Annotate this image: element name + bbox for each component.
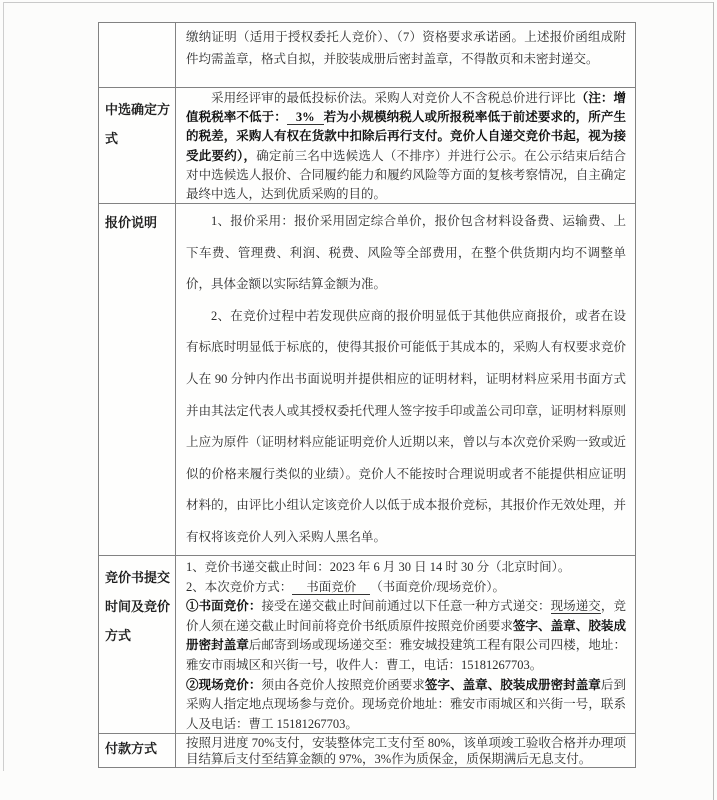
outer-frame-right-line [713, 2, 714, 800]
onsite-bidding-bold-seal: 签字、盖章、胶装成册密封盖章 [424, 677, 601, 692]
selection-method-text [186, 89, 626, 204]
quotation-notes-paragraph-2: 2、在竞价过程中若发现供应商的报价明显低于其他供应商报价，或者在设有标底时明显低于标底的，使得其报价可能低于其成本的，采购人有权要求竞价人在 90 分钟内作出书面说明并提供相应的证明材料，证明材料应采用书面方式并由其法定代表人或其授权委托代理人签字按手印或盖公司印章，证明材料原则上应为原件（证明材料应能证明竞价人近期以来，曾以与本次竞价采购一致或近似的价格来履行类似的业绩）。竞价人不能按时合理说明或者不能提供相应证明材料的，由评比小组认定该竞价人以低于成本报价竞标，其报价作无效处理，并有权将该竞价人列入采购人黑名单。 [186, 308, 626, 544]
table-row-selection-method [99, 88, 635, 204]
bidding-method-suffix: （书面竞价/现场竞价）。 [370, 579, 506, 594]
table-row-attachments-continuation [99, 23, 635, 88]
table-row-payment-method [99, 734, 635, 767]
onsite-bidding-text-1: 须由各竞价人按照竞价函要求 [261, 677, 425, 692]
row-label-empty [99, 23, 176, 87]
attachments-requirement-cell [176, 23, 635, 87]
written-bidding-bold-seal: 签字、盖章、胶装成册密封盖章 [186, 618, 626, 653]
onsite-delivery-underlined: 现场递交 [550, 599, 601, 614]
bidding-method-line [186, 578, 626, 598]
submission-deadline-line: 1、竞价书递交截止时间：2023 年 6 月 30 日 14 时 30 分（北京时间）。 [186, 560, 571, 574]
attachments-requirement-text: 缴纳证明（适用于授权委托人竞价）、（7）资格要求承诺函。上述报价函组成附件均需盖章，格式自拟，并胶装成册后密封盖章，不得散页和未密封递交。 [186, 30, 626, 66]
outer-frame-top-line [3, 2, 714, 3]
table-row-quotation-notes [99, 204, 635, 556]
written-bidding-text-3: 后邮寄到场或现场递交至：雅安城投建筑工程有限公司四楼，地址：雅安市雨城区和兴街一号，收件人：曹工，电话：15181267703。 [186, 638, 626, 672]
quotation-notes-cell [176, 204, 635, 555]
onsite-bidding-text-2: 后到采购人指定地点现场参与竞价。现场竞价地址：雅安市雨城区和兴街一号，联系人及电话：曹工 15181267703。 [186, 677, 626, 731]
selection-method-cell [176, 88, 635, 203]
written-bidding-text-2: ，竞价人须在递交截止时间前将竞价书纸质原件按照竞价函要求 [186, 599, 626, 633]
written-bidding-heading: ①书面竞价： [186, 599, 262, 614]
selection-method-run-bold-tail: 若为小规模纳税人或所报税率低于前述要求的，所产生的税差，采购人有权在货款中扣除后再行支付。竞价人自递交竞价书起，视为接受此要约）， [186, 110, 626, 163]
tax-rate-underlined-value: 3% [287, 110, 324, 125]
onsite-bidding-heading: ②现场竞价： [186, 677, 262, 692]
table-row-submission-time-method [99, 556, 635, 734]
payment-method-text: 按照月进度 70%支付，安装整体完工支付至 80%，该单项竣工验收合格并办理项目结算后支付至结算金额的 97%，3%作为质保金，质保期满后无息支付。 [186, 736, 626, 766]
written-bidding-text-1: 接受在递交截止时间前通过以下任意一种方式递交： [261, 599, 551, 614]
outer-frame-left-line [3, 2, 4, 771]
bidding-method-prefix: 2、本次竞价方式： [186, 579, 293, 594]
submission-cell [176, 556, 635, 733]
quotation-notes-paragraph-1: 1、报价采用：报价采用固定综合单价，报价包含材料设备费、运输费、上下车费、管理费、利润、税费、风险等全部费用，在整个供货期内均不调整单价，具体金额以实际结算金额为准。 [186, 214, 626, 292]
selection-method-run-normal: 采用经评审的最低投标价法。采购人对竞价人不含税总价进行评比 [211, 91, 576, 105]
payment-method-cell [176, 734, 635, 767]
bid-conditions-table [98, 22, 636, 768]
row-label-quotation-notes: 报价说明 [99, 204, 176, 555]
row-label-submission-time-method: 竞价书提交时间及竞价方式 [99, 556, 176, 733]
row-label-payment-method: 付款方式 [99, 734, 176, 767]
selection-method-run-bold-note: （注：增值税税率不低于： [186, 91, 626, 125]
row-label-selection-method: 中选确定方式 [99, 88, 176, 203]
selection-method-run-normal-tail: 确定前三名中选候选人（不排序）并进行公示。在公示结束后结合对中选候选人报价、合同履约能力和履约风险等方面的复核考察情况，自主确定最终中选人，达到优质采购的目的。 [186, 148, 626, 202]
bidding-method-underlined: 书面竞价 [292, 580, 370, 595]
onsite-bidding-paragraph [186, 676, 626, 735]
written-bidding-paragraph [186, 597, 626, 675]
